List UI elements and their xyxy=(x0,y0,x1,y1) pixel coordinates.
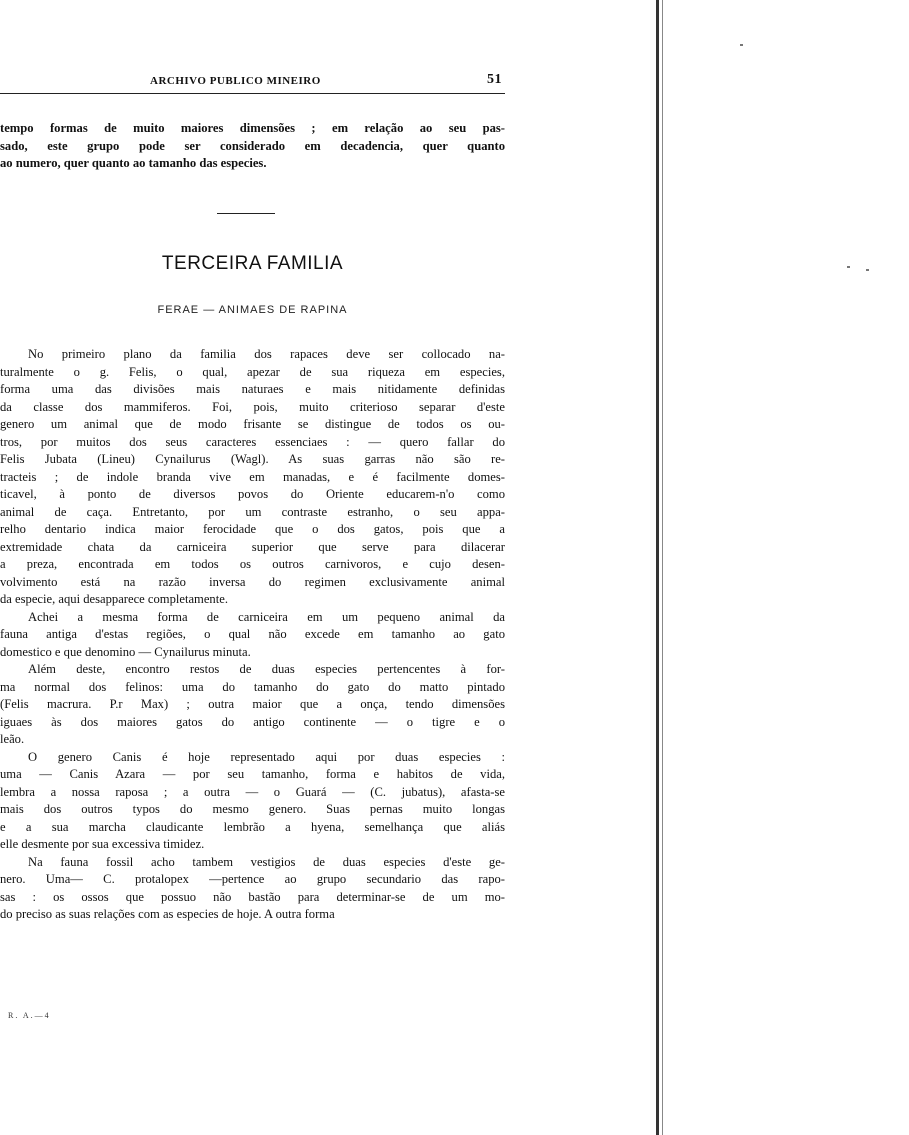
text-line: domestico e que denomino — Cynailurus minuta. xyxy=(0,644,251,659)
paragraph xyxy=(0,346,505,609)
paragraph xyxy=(0,609,505,662)
text-line: sas : os ossos que possuo não bastão para determinar-se de um mo- xyxy=(0,889,505,904)
text-line: e a sua marcha claudicante lembrão a hyena, semelhança que aliás xyxy=(0,819,505,834)
text-line: ma normal dos felinos: uma do tamanho do gato do matto pintado xyxy=(0,679,505,694)
header-rule xyxy=(0,93,505,94)
text-line: tempo formas de muito maiores dimensões ; em relação ao seu pas- xyxy=(0,121,505,135)
text-line: extremidade chata da carniceira superior que serve para dilacerar xyxy=(0,539,505,554)
journal-title: ARCHIVO PUBLICO MINEIRO xyxy=(150,75,321,87)
scan-speck xyxy=(740,44,743,46)
text-line: ao numero, quer quanto ao tamanho das especies. xyxy=(0,156,267,170)
signature-mark: R. A.—4 xyxy=(8,1011,51,1020)
paragraph xyxy=(0,749,505,854)
text-line: Felis Jubata (Lineu) Cynailurus (Wagl). As suas garras não são re- xyxy=(0,452,505,466)
page-gutter-shadow xyxy=(656,0,659,1135)
section-title: TERCEIRA FAMILIA xyxy=(161,253,344,274)
text-line: elle desmente por sua excessiva timidez. xyxy=(0,837,205,851)
section-body xyxy=(0,346,505,924)
paragraph xyxy=(0,661,505,749)
text-line: forma uma das divisões mais naturaes e mais nitidamente definidas xyxy=(0,382,505,396)
text-line: fauna antiga d'estas regiões, o qual não excede em tamanho ao gato xyxy=(0,627,505,641)
text-line: tros, por muitos dos seus caracteres essenciaes : — quero fallar do xyxy=(0,434,505,449)
text-line: uma — Canis Azara — por seu tamanho, forma e habitos de vida, xyxy=(0,767,505,781)
text-line: Achei a mesma forma de carniceira em um pequeno animal da xyxy=(28,609,505,624)
text-line: tracteis ; de indole branda vive em manadas, e é facilmente domes- xyxy=(0,469,505,484)
text-line: Na fauna fossil acho tambem vestigios de duas especies d'este ge- xyxy=(28,854,505,869)
text-line: lembra a nossa raposa ; a outra — o Guará — (C. jubatus), afasta-se xyxy=(0,784,505,799)
text-line: relho dentario indica maior ferocidade que o dos gatos, pois que a xyxy=(0,522,505,536)
text-line: animal de caça. Entretanto, por um contraste estranho, o seu appa- xyxy=(0,504,505,519)
text-line: a preza, encontrada em todos os outros carnivoros, e cujo desen- xyxy=(0,557,505,571)
text-line: nero. Uma— C. protalopex —pertence ao grupo secundario das rapo- xyxy=(0,872,505,886)
text-line: Além deste, encontro restos de duas especies pertencentes à for- xyxy=(28,662,505,676)
text-line: No primeiro plano da familia dos rapaces deve ser collocado na- xyxy=(28,347,505,361)
section-subtitle: FERAE — ANIMAES DE RAPINA xyxy=(157,304,348,316)
text-line: volvimento está na razão inversa do regimen exclusivamente animal xyxy=(0,574,505,589)
text-line: O genero Canis é hoje representado aqui por duas especies : xyxy=(28,749,505,764)
text-line: ticavel, à ponto de diversos povos do Oriente educarem-n'o como xyxy=(0,487,505,501)
text-line: leão. xyxy=(0,732,25,746)
text-line: (Felis macrura. P.r Max) ; outra maior que a onça, tendo dimensões xyxy=(0,697,505,711)
text-line: sado, este grupo pode ser considerado em decadencia, quer quanto xyxy=(0,138,505,153)
text-line: do preciso as suas relações com as especies de hoje. A outra forma xyxy=(0,907,335,921)
text-line: turalmente o g. Felis, o qual, apezar de sua riqueza em especies, xyxy=(0,364,505,379)
page-number: 51 xyxy=(487,72,502,87)
text-line: mais dos outros typos do mesmo genero. Suas pernas muito longas xyxy=(0,802,505,816)
continued-paragraph xyxy=(0,120,505,173)
text-line: genero um animal que de modo frisante se distingue de todos os ou- xyxy=(0,417,505,431)
text-line: da especie, aqui desapparece completamente. xyxy=(0,592,228,606)
page-gutter-edge xyxy=(662,0,663,1135)
section-separator xyxy=(217,213,275,214)
paragraph xyxy=(0,854,505,924)
text-line: iguaes às dos maiores gatos do antigo continente — o tigre e o xyxy=(0,714,505,729)
text-line: da classe dos mammiferos. Foi, pois, muito criterioso separar d'este xyxy=(0,399,505,414)
scan-speck xyxy=(847,266,850,268)
scan-speck xyxy=(866,269,869,271)
